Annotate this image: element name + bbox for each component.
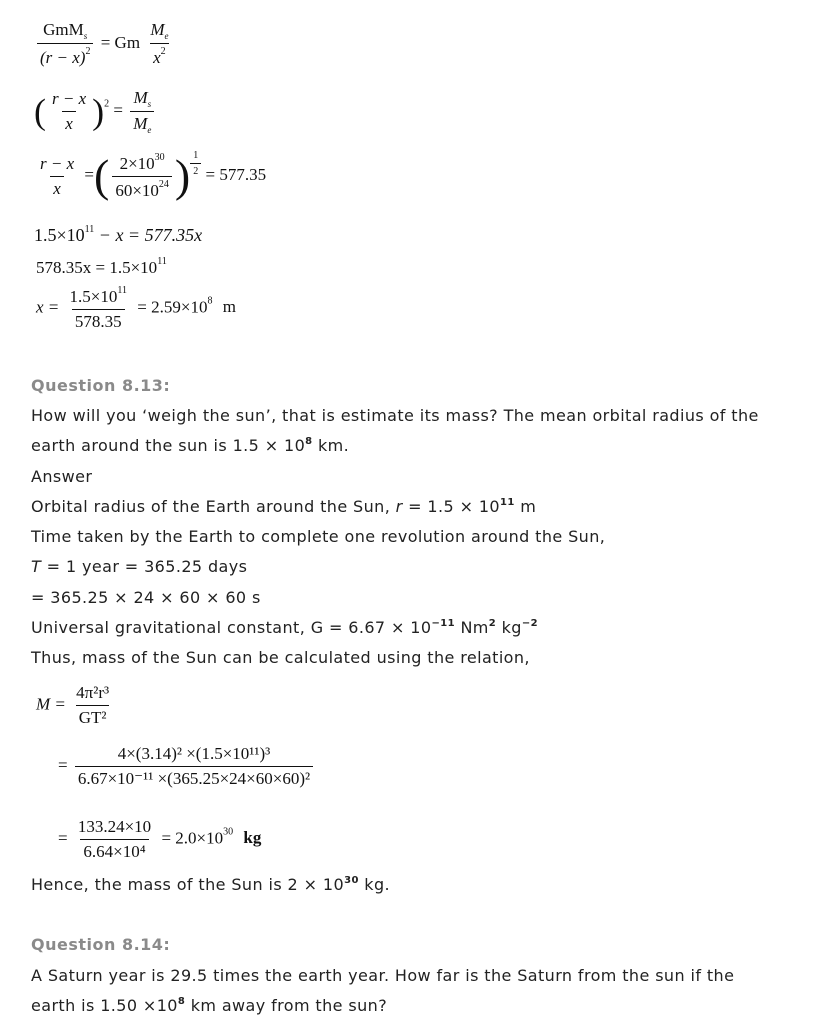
equation-solution-x: x = $\frac{1.5\times 10^{11}}{578.35}$ = $2.59\times 10^8$ m xyxy=(36,285,236,331)
answer-line-gravitational-constant: Universal gravitational constant, $G = 6.67 \times 10^{-11}$ Nm$^2$ $kg^{-2}$ xyxy=(31,618,539,637)
answer-conclusion: Hence, the mass of the Sun is $2 \times 10^{30}$ kg. xyxy=(31,875,391,894)
question-8-13-text-line2: earth around the sun is $1.5 \times 10^8$ km. xyxy=(31,436,350,455)
formula-mass-result: = $\frac{133.24\times 10}{\text{6.64×10⁴}}$ = $2.0\times 10^{30}$ kg xyxy=(58,817,262,861)
formula-mass-sun: M = $\frac{\text{4π²r³}}{\text{GT²}}$ xyxy=(36,683,110,727)
answer-line-seconds: = 365.25 × 24 × 60 × 60 s xyxy=(31,588,261,607)
equation-simplified: $578.35x = 1.5\times 10^{11}$ xyxy=(36,256,167,277)
question-8-14-text-line1: A Saturn year is 29.5 times the earth year. How far is the Saturn from the sun if the xyxy=(31,966,735,985)
equation-ratio-squared: ( $\frac{r - x}{x}$ )$^2$ = $\frac{M_s}{M_e}$ xyxy=(34,88,157,135)
answer-line-orbital-radius: Orbital radius of the Earth around the Sun, $r = 1.5 \times 10^{11}$ m xyxy=(31,497,537,516)
formula-mass-substitution: = $\frac{\text{4×(3.14)² ×(1.5×10¹¹)³}}{\text{6.67×10⁻¹¹ ×(365.25×24×60×60)²}}$ xyxy=(58,744,316,789)
question-8-13-text-line1: How will you ‘weigh the sun’, that is estimate its mass? The mean orbital radius of the xyxy=(31,406,759,425)
question-8-14-text-line2: earth is $1.50 \times 10^8$ km away from the sun? xyxy=(31,996,388,1015)
answer-line-time-taken: Time taken by the Earth to complete one revolution around the Sun, xyxy=(31,527,606,546)
answer-line-period: T = 1 year = 365.25 days xyxy=(31,557,248,576)
equation-force-balance: $\frac{GmM_s}{(r - x)^2}$ = Gm $\frac{M_e}{x^2}$ xyxy=(34,20,174,68)
question-8-13-heading: Question 8.13: xyxy=(31,376,171,395)
answer-label: Answer xyxy=(31,467,93,486)
answer-line-relation: Thus, mass of the Sun can be calculated using the relation, xyxy=(31,648,530,667)
equation-linear: $1.5\times 10^{11} - x = 577.35x$ xyxy=(34,224,203,245)
question-8-14-heading: Question 8.14: xyxy=(31,935,171,954)
equation-ratio-root: $\frac{r - x}{x}$ =( $\frac{2\times 10^{30}}{60\times 10^{24}}$ ) $\frac{1}{2}$ = 577.35 xyxy=(40,150,267,202)
